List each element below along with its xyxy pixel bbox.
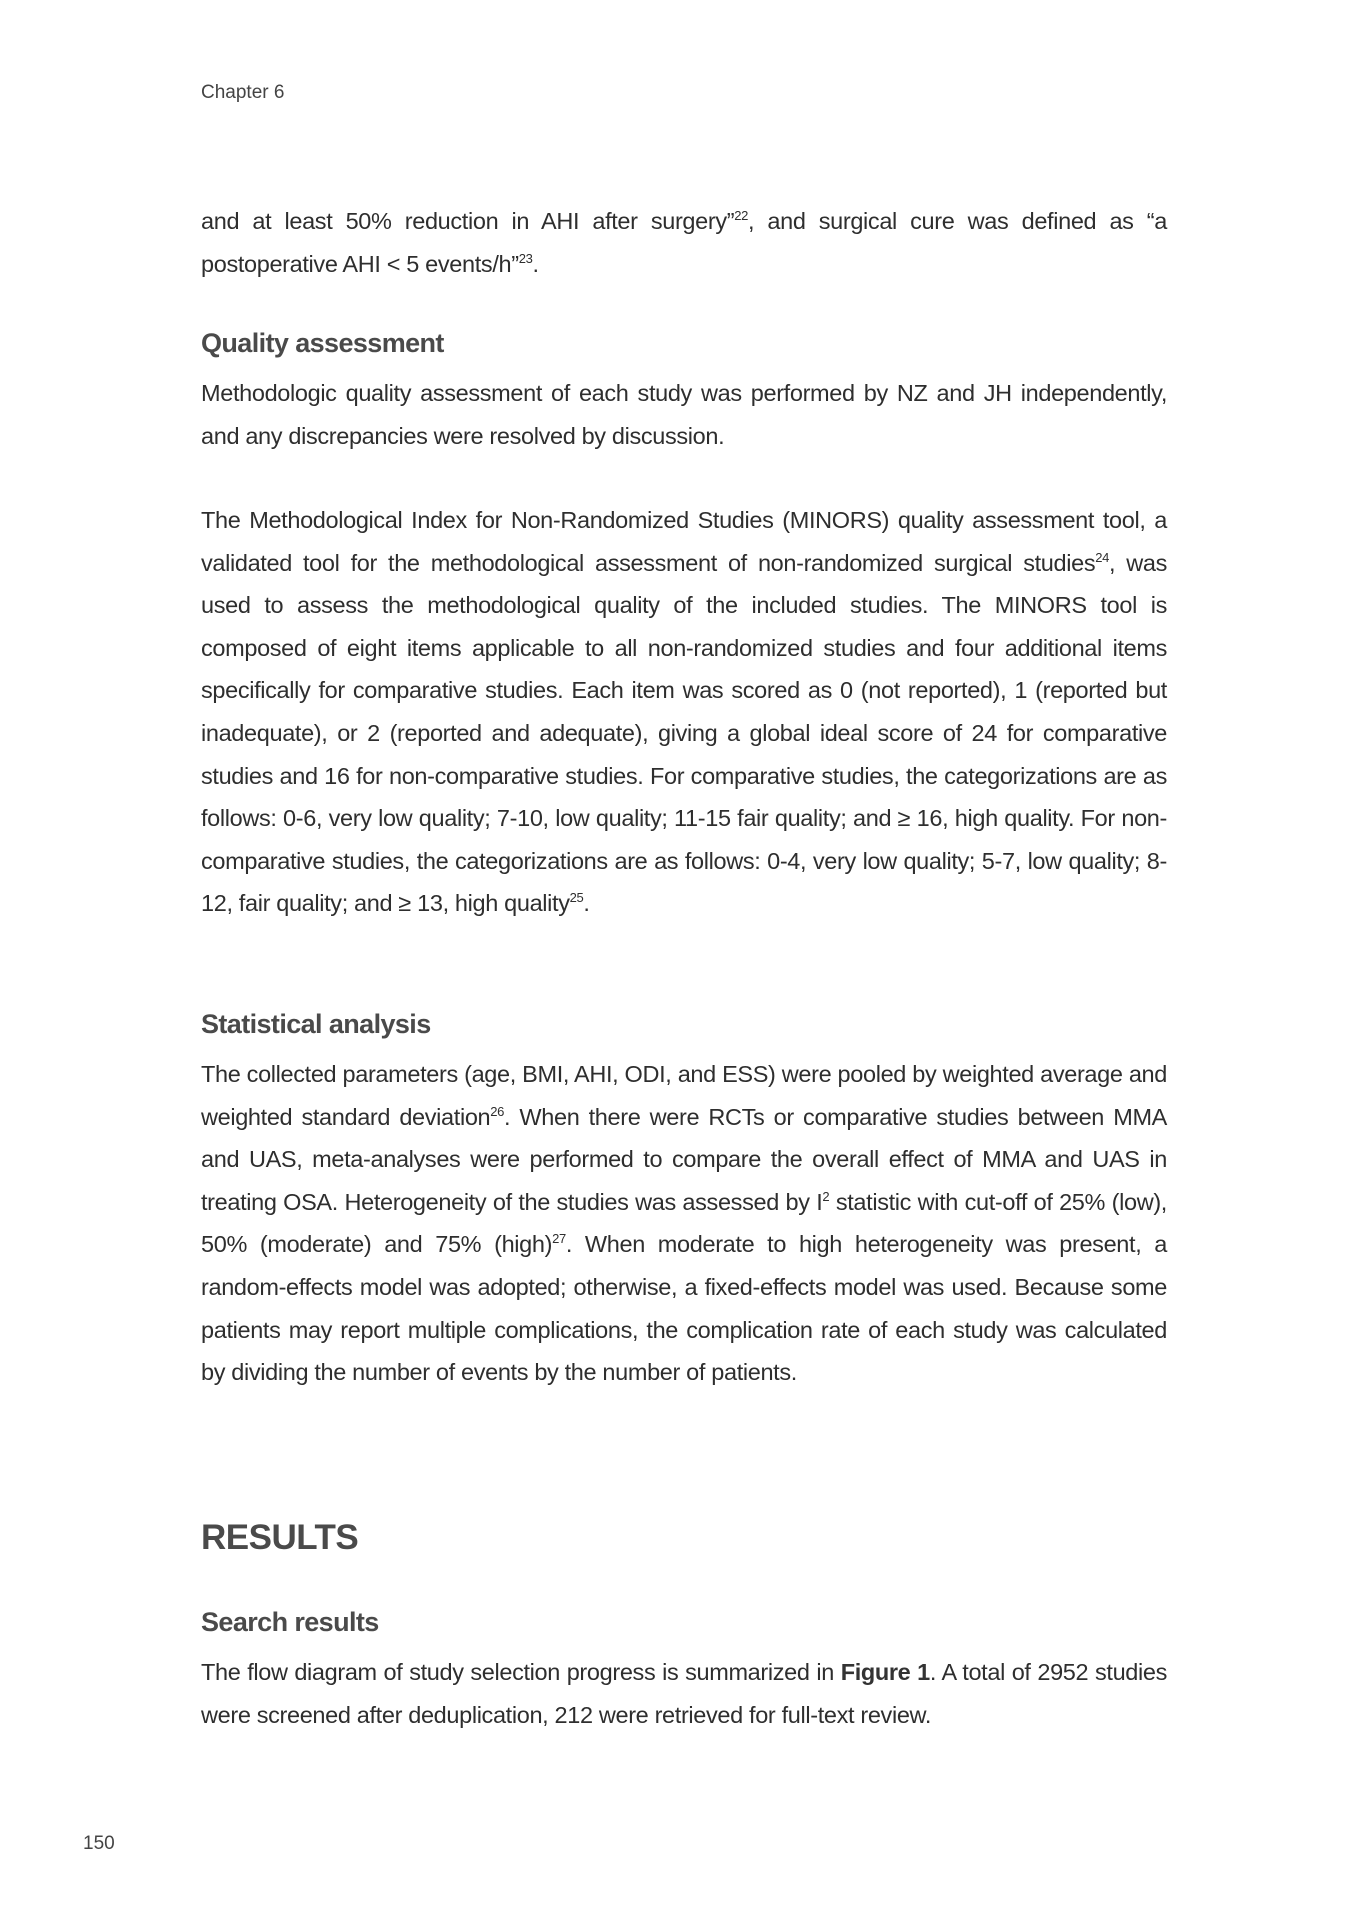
- paragraph-statistical: [201, 1053, 1167, 1394]
- citation: 22: [734, 208, 748, 224]
- text: . A total of 2952 studies were screened after deduplication, 212 were retrieved for full-text review.: [201, 1659, 1167, 1728]
- text: , was used to assess the methodological quality of the included studies. The MINORS tool is composed of eight items applicable to all non-randomized studies and four additional items specifically for comparative studies. Each item was scored as 0 (not reported), 1 (reported but inadequate), or 2 (reported and adequate), giving a global ideal score of 24 for comparative studies and 16 for non-comparative studies. For comparative studies, the categorizations are as follows: 0-6, very low quality; 7-10, low quality; 11-15 fair quality; and ≥ 16, high quality. For non-comparative studies, the categorizations are as follows: 0-4, very low quality; 5-7, low quality; 8-12, fair quality; and ≥ 13, high quality: [201, 549, 1168, 917]
- text: and at least 50% reduction in AHI after surgery”: [201, 208, 735, 234]
- text: .: [583, 890, 590, 917]
- heading-quality-assessment: Quality assessment: [201, 328, 444, 358]
- superscript: 2: [822, 1188, 830, 1204]
- citation: 26: [490, 1103, 505, 1119]
- paragraph-search-results: [201, 1651, 1167, 1736]
- citation: 23: [518, 250, 533, 266]
- text: .: [532, 250, 539, 277]
- running-header: Chapter 6: [201, 82, 285, 103]
- heading-results: RESULTS: [201, 1518, 359, 1557]
- text: . When there were RCTs or comparative studies between MMA and UAS, meta-analyses were performed to compare the overall effect of MMA and UAS in treating OSA. Heterogeneity of the studies was assessed by I: [201, 1103, 1167, 1215]
- citation: 27: [552, 1231, 566, 1247]
- citation: 24: [1095, 549, 1109, 565]
- heading-search-results: Search results: [201, 1607, 379, 1637]
- text: The Methodological Index for Non-Randomized Studies (MINORS) quality assessment tool, a validated tool for the methodological assessment of non-randomized surgical studies: [201, 507, 1167, 576]
- text: The collected parameters (age, BMI, AHI, ODI, and ESS) were pooled by weighted average and weighted standard deviation: [201, 1061, 1167, 1130]
- paragraph-quality-2: [201, 499, 1167, 925]
- figure-reference: Figure 1: [840, 1659, 930, 1685]
- text: . When moderate to high heterogeneity was present, a random-effects model was adopted; otherwise, a fixed-effects model was used. Because some patients may report multiple complications, the complication rate of each study was calculated by dividing the number of events by the number of patients.: [201, 1231, 1167, 1386]
- text: The flow diagram of study selection progress is summarized in: [201, 1659, 841, 1685]
- citation: 25: [569, 890, 584, 906]
- heading-statistical-analysis: Statistical analysis: [201, 1009, 431, 1039]
- paragraph-quality-1: Methodologic quality assessment of each study was performed by NZ and JH independently, and any discrepancies were resolved by discussion.: [201, 380, 1167, 449]
- page-number: 150: [83, 1833, 115, 1854]
- text: , and surgical cure was defined as “a postoperative AHI < 5 events/h”: [201, 208, 1167, 277]
- text: statistic with cut-off of 25% (low), 50% (moderate) and 75% (high): [201, 1188, 1167, 1258]
- paragraph-definitions: [201, 200, 1167, 285]
